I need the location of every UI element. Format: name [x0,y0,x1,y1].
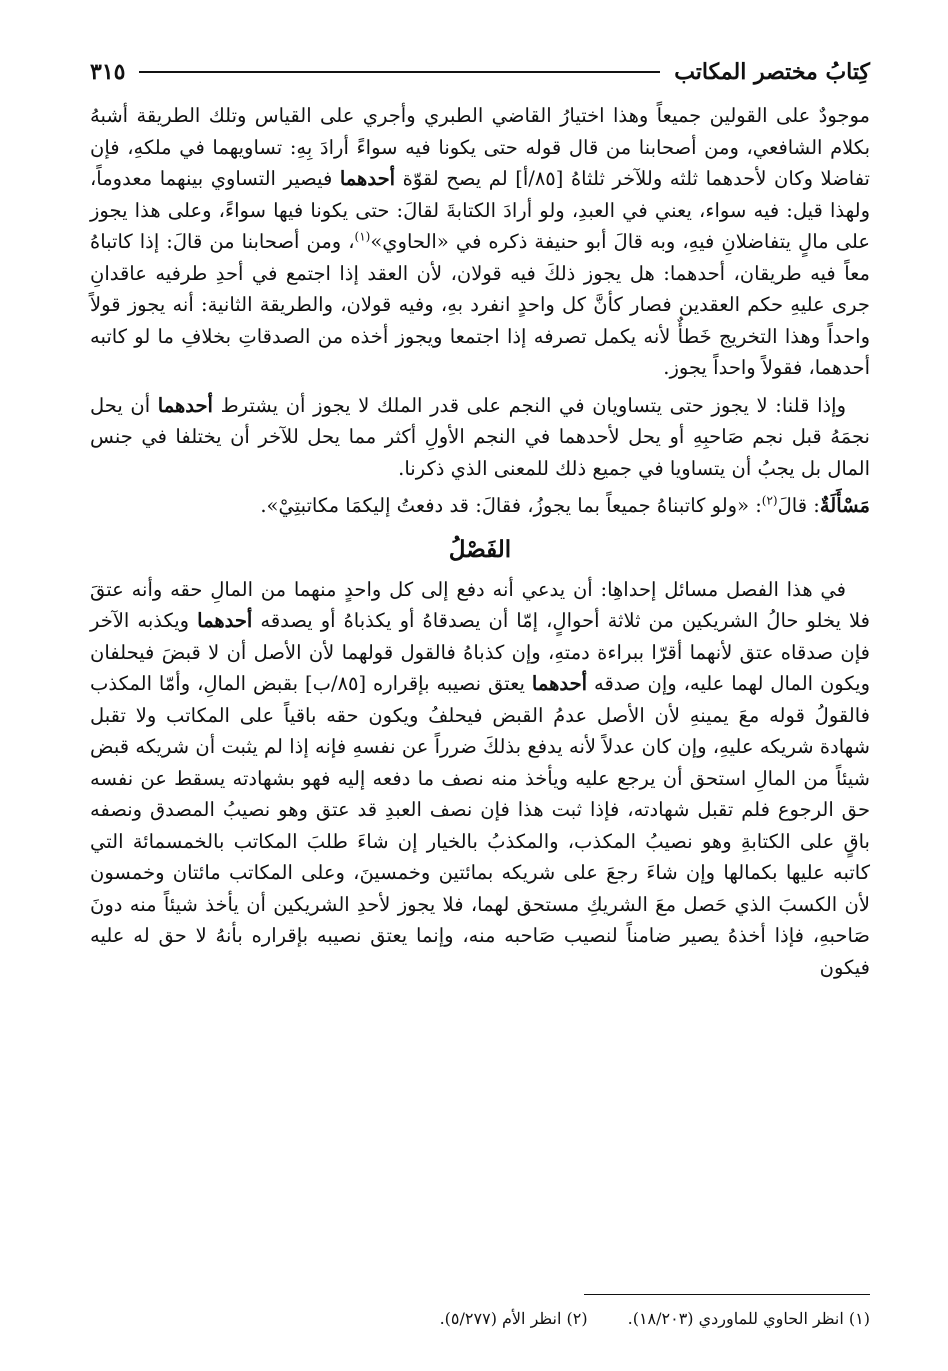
page-number: ٣١٥ [90,59,126,85]
paragraph-1 [90,100,870,384]
issue-label: مَسْأَلَةٌ [819,494,870,517]
issue-part-1: : قالَ [777,494,820,517]
paragraph-1-part-1: موجودٌ على القولين جميعاً وهذا اختيارُ القاضي الطبري وأجري على القياس وتلك الطريقة أشبهُ بكلام الشافعي، ومن أصحابنا من قال قوله حتى يكونا فيه سواءً أرادَ بِهِ: تساويهما في ملكهِ، فإن تفاضلا وكان لأحدهما ثلثه وللآخر ثلثاهُ [٨٥/أ] لم يصح لقوّة [90,104,870,190]
section-heading: الفَصْلُ [448,535,512,563]
body-text [90,100,870,983]
paragraph-1-part-3: ، ومن أصحابنا من قالَ: إذا كاتباهُ معاً فيه طريقان، أحدهما: هل يجوز ذلكَ فيه قولان، لأن العقد إذا اجتمع في أحدِ طرفيه عاقدانِ جرى عليهِ حكم العقدين فصار كأنَّ كل واحدٍ انفرد بهِ، وفيه قولان، والطريقة الثانية: أنه يجوز قولاً واحداً وهذا التخريج خَطأٌ لأنه يكمل تصرفه إذا اجتمعا ويجوز أخذه من الصدقاتِ بخلافِ ما لو كاتبه أحدهما، فقولاً واحداً يجوز. [90,230,870,379]
header-rule [139,71,660,73]
running-header [90,52,870,92]
bold-term: أحدهما [339,167,396,190]
paragraph-2 [90,390,870,485]
footnote-ref-1: (١) [354,229,371,244]
footnote-rule [584,1294,870,1295]
bold-term: أحدهما [197,609,253,632]
paragraph-2-part-2: أن يحل نجمَهُ قبل نجم صَاحبِهِ أو يحل لأحدهما في النجم الأولِ أكثر مما يحل للآخر أن يختلفا في جنس المال بل يجبُ أن يتساويا في جميع ذلك للمعنى الذي ذكرنا. [90,393,870,480]
footnotes [90,1306,870,1332]
paragraph-4-part-3: يعتق نصيبه بإقراره [٨٥/ب] بقبض المالِ، وأمّا المكذب فالقولُ قوله معَ يمينهِ لأن الأصل عدمُ القبض فيحلفُ ويكون حقه باقياً على المكاتب ولا تقبل شهادة شريكه عليهِ، وإن كان عدلاً لأنه يدفع بذلكَ ضرراً عن نفسهِ فإنه إذا لم يثبت أن شريكه قبض شيئاً من المالِ استحق أن يرجع عليه ويأخذ منه نصف ما دفعه إليه فهو بشهادته يسقط عن نفسه حق الرجوع فلم تقبل شهادته، فإذا ثبت هذا فإن نصف العبدِ قد عتق وهو نصيبُ المصدق ونصفه باقٍ على الكتابةِ وهو نصيبُ المكذب، والمكذبُ بالخيار إن شاءَ طلبَ المكاتب بالخمسمائة التي كاتبه عليها بكمالها وإن شاءَ رجعَ على شريكه بمائتين وخمسينَ، وعلى المكاتب مائتان وخمسون لأن الكسبَ الذي حَصل معَ الشريكِ مستحق لهما، فلا يجوز لأحدِ الشريكين أن يأخذ شيئاً منه دونَ صَاحبهِ، فإذا أخذهُ يصير ضامناً لنصيب صَاحبه منه، وإنما يعتق نصيبه بإقراره بأنهُ لا حق له عليه فيكون [90,672,870,979]
bold-term: أحدهما [531,672,588,695]
paragraph-4-part-1: في هذا الفصل مسائل إحداهِا: أن يدعي أنه دفع إلى كل واحدٍ منهما من المالِ حقه وأنه عتقَ فلا يخلو حالُ الشريكين من ثلاثة أحوالٍ، إمّا أن يصدقاهُ أو يكذباهُ أو يصدقه [90,577,870,632]
page [90,52,870,1352]
bold-term: أحدهما [157,393,213,417]
footnote-ref-2: (٢) [761,493,778,508]
footnote-1: (١) انظر الحاوي للماوردي (١٨/٢٠٣). [627,1309,870,1328]
running-title: كِتابُ مختصر المكاتب [674,59,870,85]
paragraph-2-part-1: وإذا قلنا: لا يجوز حتى يتساويان في النجم على قدر الملك لا يجوز أن يشترط [212,393,847,417]
paragraph-1-part-2: فيصير التساوي بينهما معدوماً، ولهذا قيل: فيه سواء، يعني في العبدِ، ولو أرادَ الكتابةَ لقالَ: حتى يكونا فيها سواءً، وعلى هذا يجوز على مالٍ يتفاضلانِ فيهِ، وبه قالَ أبو حنيفة ذكره في «الحاوي» [90,167,870,253]
issue-part-2: : «ولو كاتبناهُ جميعاً بما يجوزُ، فقالَ: قد دفعتُ إليكمَا مكاتبتِيْ». [260,494,762,517]
footnote-2: (٢) انظر الأم (٥/٢٧٧). [439,1309,588,1328]
paragraph-4-part-2: ويكذبه الآخر فإن صدقاه عتق لأنهما أقرّا ببراءة دمتهِ، وإن كذباهُ فالقول قولهما لأن الأصل أن لا قبضَ فيحلفان ويكون المال لهما عليه، وإن صدقه [90,609,870,695]
paragraph-4 [90,574,870,984]
paragraph-issue [90,490,870,522]
